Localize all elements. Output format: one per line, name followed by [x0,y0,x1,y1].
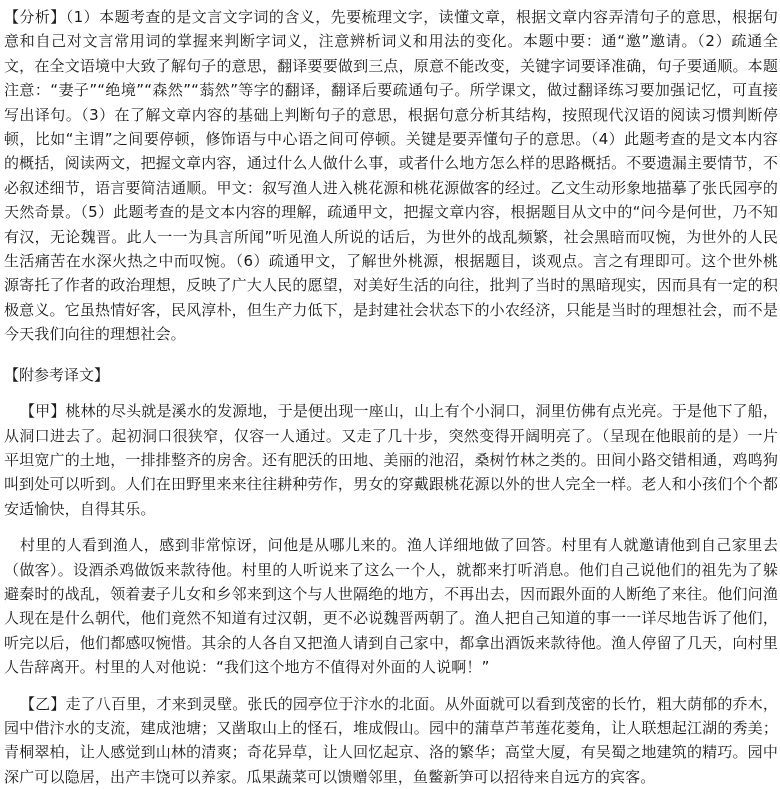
spacer [4,387,778,399]
analysis-text: （1）本题考查的是文言文字词的含义，先要梳理文字，读懂文章，根据文章内容弄清句子的意思，根据句意和自己对文言常用词的掌握来判断字词义，注意辨析词义和用法的变化。本题中要：通“邀”邀请。（2）疏通全文，在全文语境中大致了解句子的意思，翻译要要做到三点，原意不能改变，关键字词要译准确，句子要通顺。本题注意：“妻子”“绝境”“森然”“蓊然”等字的翻译，翻译后要疏通句子。所学课文，做过翻译练习要加强记忆，可直接写出译句。（3）在了解文章内容的基础上判断句子的意思，根据句意分析其结构，按照现代汉语的阅读习惯判断停顿，比如“主谓”之间要停顿，修饰语与中心语之间可停顿。关键是要弄懂句子的意思。（4）此题考查的是文本内容的概括，阅读两文，把握文章内容，通过什么人做什么事，或者什么地方怎么样的思路概括。不要遗漏主要情节，不必叙述细节，语言要简洁通顺。甲文：叙写渔人进入桃花源和桃花源做客的经过。乙文生动形象地描摹了张氏园亭的天然奇景。（5）此题考查的是文本内容的理解，疏通甲文，把握文章内容，根据题目从文中的“问今是何世，乃不知有汉，无论魏晋。此人一一为具言所闻”听见渔人所说的话后，为世外的战乱频繁，社会黑暗而叹惋，为世外的人民生活痛苦在水深火热之中而叹惋。（6）疏通甲文，了解世外桃源，根据题目，谈观点。言之有理即可。这个世外桃源寄托了作者的政治理想，反映了广大人民的愿望，对美好生活的向往，批判了当时的黑暗现实，因而具有一定的积极意义。它虽热情好客，民风淳朴，但生产力低下，是封建社会状态下的小农经济，只能是当时的理想社会，而不是今天我们向往的理想社会。 [4,8,778,344]
analysis-label: 【分析】 [4,8,66,26]
analysis-paragraph [4,5,778,347]
translation-paragraph-jia-1: 【甲】桃林的尽头就是溪水的发源地，于是便出现一座山，山上有个小洞口，洞里仿佛有点光亮。于是他下了船，从洞口进去了。起初洞口很狭窄，仅容一人通过。又走了几十步，突然变得开阔明亮了。（呈现在他眼前的是）一片平坦宽广的土地，一排排整齐的房舍。还有肥沃的田地、美丽的池沼，桑树竹林之类的。田间小路交错相通，鸡鸣狗叫到处可以听到。人们在田野里来来往往耕种劳作，男女的穿戴跟桃花源以外的世人完全一样。老人和小孩们个个都安适愉快，自得其乐。 [4,402,778,518]
spacer [4,521,778,533]
translation-paragraph-jia-2: 村里的人看到渔人，感到非常惊讶，问他是从哪儿来的。渔人详细地做了回答。村里有人就邀请他到自己家里去（做客）。设酒杀鸡做饭来款待他。村里的人听说来了这么一个人，就都来打听消息。他们自己说他们的祖先为了躲避秦时的战乱，领着妻子儿女和乡邻来到这个与人世隔绝的地方，不再出去，因而跟外面的人断绝了来往。他们问渔人现在是什么朝代，他们竟然不知道有过汉朝，更不必说魏晋两朝了。渔人把自己知道的事一一详尽地告诉了他们，听完以后，他们都感叹惋惜。其余的人各自又把渔人请到自己家中，都拿出酒饭来款待他。渔人停留了几天，向村里人告辞离开。村里的人对他说：“我们这个地方不值得对外面的人说啊！” [4,536,778,677]
reference-heading: 【附参考译文】 [4,365,110,384]
translation-paragraph-yi: 【乙】走了八百里，才来到灵壁。张氏的园亭位于汴水的北面。从外面就可以看到茂密的长竹，粗大荫郁的乔木，园中借汴水的支流，建成池塘；又凿取山上的怪石，堆成假山。园中的蒲草芦苇莲花菱角，让人联想起江湖的秀美；青桐翠柏，让人感觉到山林的清爽；奇花异草，让人回忆起京、洛的繁华；高堂大厦，有吴蜀之地建筑的精巧。园中深广可以隐居，出产丰饶可以养家。瓜果蔬菜可以馈赠邻里，鱼鳖新笋可以招待来自远方的宾客。 [4,694,778,786]
spacer [4,680,778,692]
spacer [4,347,778,363]
